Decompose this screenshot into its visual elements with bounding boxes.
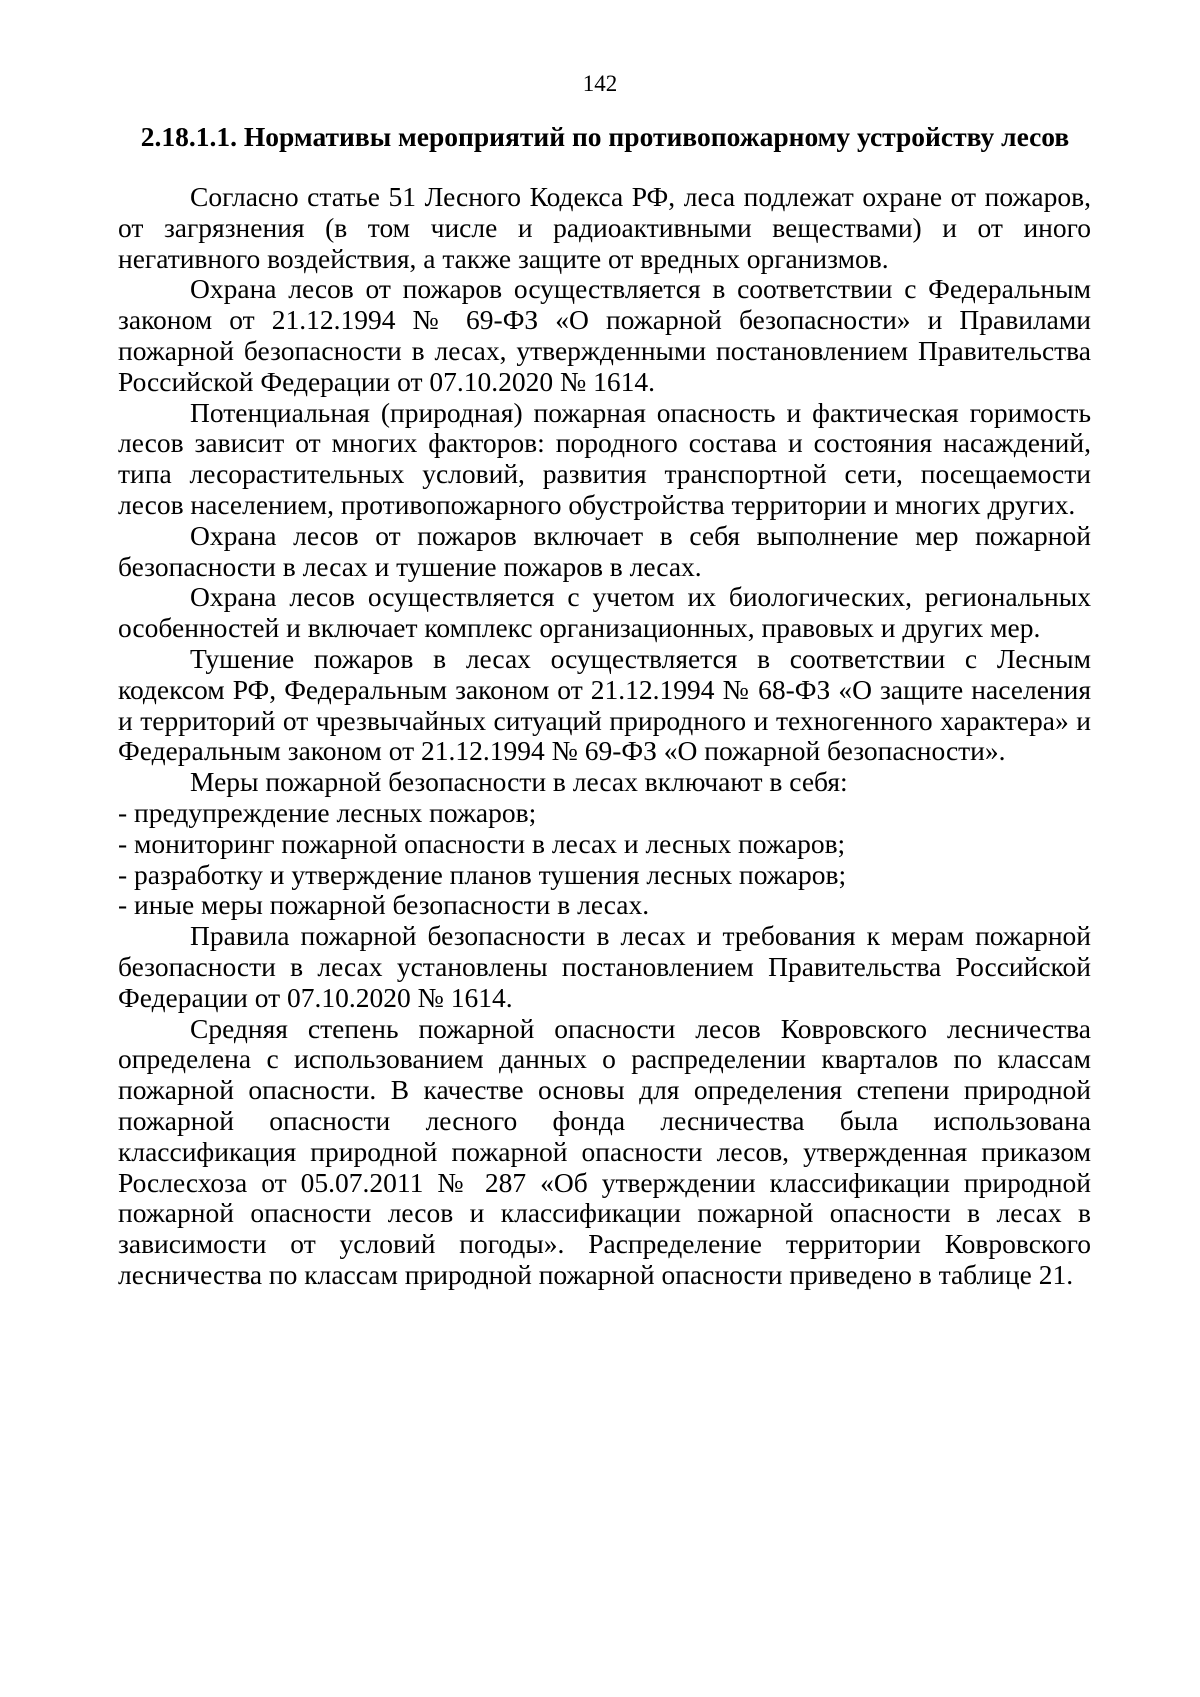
paragraph: Правила пожарной безопасности в лесах и требования к мерам пожарной безопасности в лесах установлены постановлением Правительства Российской Федерации от 07.10.2020 № 1614. (118, 920, 1091, 1013)
paragraph: Потенциальная (природная) пожарная опасность и фактическая горимость лесов зависит от многих факторов: породного состава и состояния насаждений, типа лесорастительных условий, развития транспортной сети, посещаемости лесов населением, противопожарного обустройства территории и многих других. (118, 396, 1091, 520)
paragraph: Согласно статье 51 Лесного Кодекса РФ, леса подлежат охране от пожаров, от загрязнения (в том числе и радиоактивными веществами) и от иного негативного воздействия, а также защите от вредных организмов. (118, 181, 1091, 274)
section-heading: 2.18.1.1. Нормативы мероприятий по противопожарному устройству лесов (140, 121, 1070, 152)
paragraph: Средняя степень пожарной опасности лесов Ковровского лесничества определена с использованием данных о распределении кварталов по классам пожарной опасности. В качестве основы для определения степени природной пожарной опасности лесного фонда лесничества была использована классификация природной пожарной опасности лесов, утвержденная приказом Рослесхоза от 05.07.2011 № 287 «Об утверждении классификации природной пожарной опасности лесов и классификации пожарной опасности в лесах в зависимости от условий погоды». Распределение территории Ковровского лесничества по классам природной пожарной опасности приведено в таблице 21. (118, 1012, 1091, 1290)
paragraph: Охрана лесов осуществляется с учетом их биологических, региональных особенностей и включает комплекс организационных, правовых и других мер. (118, 581, 1091, 644)
list-item: - мониторинг пожарной опасности в лесах и лесных пожаров; (118, 827, 846, 859)
paragraph: Охрана лесов от пожаров осуществляется в соответствии с Федеральным законом от 21.12.1994 № 69-ФЗ «О пожарной безопасности» и Правилами пожарной безопасности в лесах, утвержденными постановлением Правительства Российской Федерации от 07.10.2020 № 1614. (118, 273, 1091, 397)
paragraph: Тушение пожаров в лесах осуществляется в соответствии с Лесным кодексом РФ, Федеральным законом от 21.12.1994 № 68-ФЗ «О защите населения и территорий от чрезвычайных ситуаций природного и техногенного характера» и Федеральным законом от 21.12.1994 № 69-ФЗ «О пожарной безопасности». (118, 642, 1091, 767)
list-item: - иные меры пожарной безопасности в лесах. (118, 889, 650, 921)
paragraph: Охрана лесов от пожаров включает в себя выполнение мер пожарной безопасности в лесах и тушение пожаров в лесах. (118, 519, 1091, 582)
list-intro-paragraph: Меры пожарной безопасности в лесах включают в себя: (190, 766, 848, 798)
measures-list (118, 798, 1091, 921)
list-item: - предупреждение лесных пожаров; (118, 796, 537, 828)
document-body (118, 182, 1091, 1291)
page-number: 142 (582, 71, 618, 96)
list-item: - разработку и утверждение планов тушения лесных пожаров; (118, 858, 847, 890)
